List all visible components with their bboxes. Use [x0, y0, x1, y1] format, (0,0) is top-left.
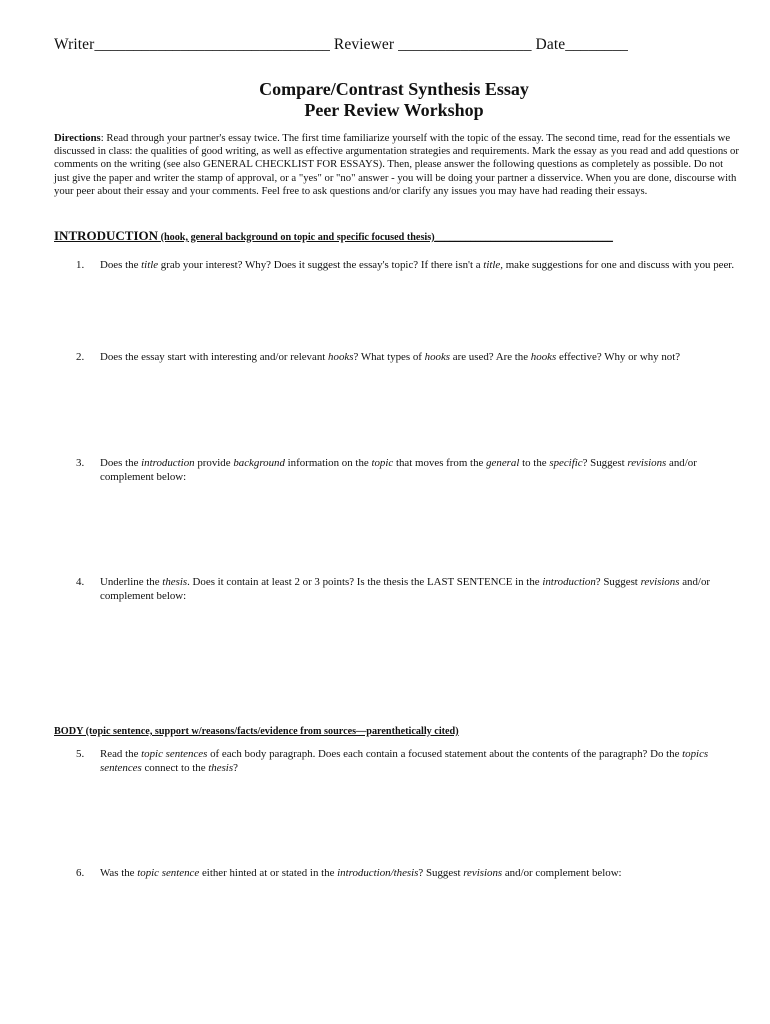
question-text-segment: connect to the — [141, 762, 209, 775]
question-number: 3. — [76, 457, 85, 469]
question-text-segment: Was the — [100, 867, 138, 879]
question-text-segment: Read the — [100, 748, 142, 760]
directions-label: Directions — [54, 132, 101, 144]
emphasized-term: revisions — [627, 457, 667, 469]
emphasized-term: thesis — [162, 576, 188, 588]
introduction-heading-title: INTRODUCTION — [54, 228, 159, 243]
document-title: Compare/Contrast Synthesis Essay — [259, 79, 529, 99]
emphasized-term: topic — [371, 457, 394, 469]
emphasized-term: introduction — [542, 576, 596, 588]
question-text-segment: and/or complement below: — [100, 576, 711, 603]
question-text-segment: effective? Why or why not? — [556, 351, 681, 363]
question-text-segment: grab your interest? Why? Does it suggest the essay's topic? If there isn't a — [158, 259, 484, 271]
question-text-segment: make suggestions for one and discuss with you peer. — [502, 259, 735, 271]
question-text — [100, 350, 738, 364]
question-number: 6. — [76, 867, 85, 879]
question-text-segment: . Does it contain at least 2 or 3 points? Is the thesis the LAST SENTENCE in the — [187, 576, 543, 588]
introduction-heading-detail: (hook, general background on topic and specific focused thesis) — [158, 232, 435, 243]
emphasized-term: introduction/thesis — [337, 867, 419, 879]
question-text — [100, 258, 738, 272]
question-text-segment: of each body paragraph. Does each contain a focused statement about the contents of the paragraph? Do the — [207, 748, 683, 760]
directions-paragraph — [54, 132, 740, 198]
question-text-segment: and/or complement below: — [100, 457, 697, 484]
reviewer-label: Reviewer — [333, 36, 395, 53]
emphasized-term: hooks — [328, 351, 354, 363]
question-text-segment: are used? Are the — [450, 351, 531, 363]
question-text-segment: information on the — [284, 457, 372, 469]
question-text-segment: ? — [233, 762, 238, 775]
date-blank[interactable]: ________ — [565, 36, 629, 53]
question-text-segment: to the — [519, 457, 550, 469]
question-text-segment: ? What types of — [353, 351, 425, 363]
writer-blank[interactable]: ______________________________ — [94, 36, 330, 53]
question-text-segment: Does the essay start with interesting and/or relevant — [100, 351, 329, 363]
question-number: 2. — [76, 351, 85, 363]
emphasized-term: background — [233, 457, 285, 469]
question-text — [100, 866, 738, 880]
question-text-segment: Does the — [100, 457, 142, 469]
question-text-segment: ? Suggest — [582, 457, 628, 469]
question-text-segment: that moves from the — [393, 457, 487, 469]
emphasized-term: revisions — [463, 867, 503, 879]
question-number: 1. — [76, 259, 85, 271]
question-number: 5. — [76, 748, 85, 760]
emphasized-term: specific — [549, 457, 583, 469]
question-text-segment: Does the — [100, 259, 142, 271]
body-heading — [54, 721, 459, 739]
question-text — [100, 456, 738, 484]
reviewer-blank[interactable]: _________________ — [398, 36, 532, 53]
emphasized-term: topics sentences — [100, 748, 709, 775]
emphasized-term: hooks — [530, 351, 557, 363]
emphasized-term: topic sentences — [141, 748, 208, 760]
emphasized-term: revisions — [640, 576, 680, 588]
emphasized-term: hooks — [424, 351, 451, 363]
question-text — [100, 747, 738, 775]
emphasized-term: introduction — [141, 457, 195, 469]
name-header — [54, 36, 628, 54]
question-text-segment: either hinted at or stated in the — [199, 867, 338, 879]
date-label: Date — [535, 36, 566, 53]
question-number: 4. — [76, 576, 85, 588]
question-text-segment: and/or complement below: — [502, 867, 622, 879]
question-text — [100, 575, 738, 603]
directions-text: : Read through your partner's essay twice. The first time familiarize yourself with the topic of the essay. The second time, read for the essentials we discussed in class: the qualities of good writing, as well as effective argumentation strategies and requirements. Mark the essay as you read and add questions or comments on the writing (see also GENERAL CHECKLIST FOR ESSAYS). Then, please answer the following questions as completely as possible. Do not just give the paper and writer the stamp of approval, or a "yes" or "no" answer - you will be doing your partner a disservice. When you are done, discourse with your peer about their essay and your comments. Feel free to ask questions and/or clarify any issues you may have had reading their essays. — [54, 132, 739, 197]
introduction-heading-rule: ___________________________________ — [434, 232, 613, 243]
question-text-segment: Underline the — [100, 576, 163, 588]
emphasized-term: general — [486, 457, 520, 469]
emphasized-term: thesis — [208, 762, 234, 775]
emphasized-term: title, — [483, 259, 503, 271]
question-text-segment: ? Suggest — [595, 576, 641, 588]
emphasized-term: title — [141, 259, 159, 271]
document-subtitle: Peer Review Workshop — [304, 100, 484, 120]
body-heading-title: BODY (topic sentence, support w/reasons/facts/evidence from sources—parenthetically cited) — [54, 726, 459, 737]
emphasized-term: topic sentence — [137, 867, 200, 879]
question-text-segment: provide — [194, 457, 234, 469]
writer-label: Writer — [54, 36, 95, 53]
question-text-segment: ? Suggest — [418, 867, 464, 879]
introduction-heading — [54, 227, 613, 245]
